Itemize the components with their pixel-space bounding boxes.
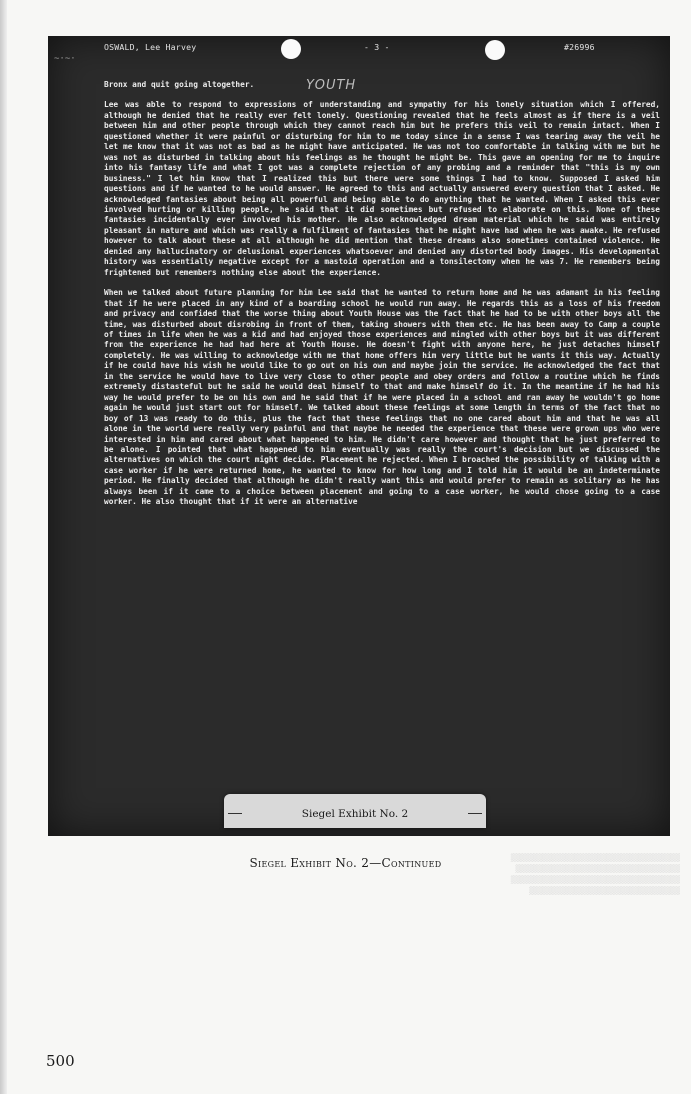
memo-paragraph: When we talked about future planning for him Lee said that he wanted to return home and he was adamant in his feeling that if he were placed in any kind of a boarding school he would run away. He regards this as a loss of his freedom and privacy and confided that the worse thing about Youth House was the fact that he had to be with other boys all the time, was disturbed about disrobing in front of them, taking showers with them etc. He has been away to Camp a couple of times in life when he was a kid and had enjoyed those experiences and mingled with other boys but it was different from the experience he had had here at Youth House. He doesn't fight with anyone here, he just detaches himself completely. He was willing to acknowledge with me that home offers him very little but he wants it this way. Actually if he could have his wish he would like to go out on his own and maybe join the service. He acknowledged the fact that in the service he would have to live very close to other people and obey orders and follow a routine which he finds extremely distasteful but he said he would deal himself to that and make himself do it. In the meantime if he had his way he would prefer to be on his own and he said that if he were placed in a school and ran away he wouldn't go home again he would just start out for himself. We talked about these feelings at some length in terms of the fact that no boy of 13 was ready to do this, plus the fact that these feelings that no one cared about him and that he was all alone in the world were really very painful and that maybe he needed the experience that these were grown ups who were interested in him and cared about what happened to him. He didn't care however and thought that he just preferred to be alone. I pointed that what happened to him eventually was really the court's decision but we discussed the alternatives on which the court might decide. Placement he rejected. When I broached the possibility of talking with a case worker if he were returned home, he wanted to know for how long and I told him it would be an indeterminate period. He finally decided that although he didn't really want this and would prefer to remain as solitary as he has always been if it came to a choice between placement and going to a case worker, he would chose going to a case worker. He also thought that if it were an alternative (104, 288, 660, 507)
page-number: 500 (46, 1052, 75, 1070)
reverse-side-bleedthrough: ▒▒▒▒▒▒▒▒▒▒▒▒▒▒▒▒▒▒▒▒▒▒▒▒▒▒▒▒▒▒▒▒▒▒▒▒▒ ▒▒▒▒▒▒▒▒▒▒▒▒▒▒▒▒▒▒▒▒▒▒▒▒▒▒▒▒▒▒▒▒▒▒▒▒ ▒▒▒▒▒▒▒▒▒▒▒▒▒▒▒▒▒▒▒▒▒▒▒▒▒▒▒▒▒▒▒▒▒▒▒▒▒ ▒▒▒▒▒▒▒▒▒▒▒▒▒▒▒▒▒▒▒▒▒▒▒▒▒▒▒▒▒▒▒▒▒ (510, 853, 680, 895)
exhibit-caption: Siegel Exhibit No. 2—Continued (249, 856, 442, 870)
exhibit-label-text: Siegel Exhibit No. 2 (301, 808, 409, 820)
margin-marks: ~·~· (54, 54, 76, 64)
memo-header (104, 42, 650, 56)
memo-case-number: #26996 (564, 42, 595, 52)
exhibit-label-card (224, 794, 486, 828)
handwritten-annotation: YOUTH (306, 78, 357, 93)
memo-paragraph: Lee was able to respond to expressions of understanding and sympathy for his lonely situation which I offered, although he denied that he really ever felt lonely. Questioning revealed that he feels almost as if there is a veil between him and other people through which they cannot reach him but he prefers this veil to remain intact. When I questioned whether it were painful or disturbing for him to me today since in a sense I was tearing away the veil he let me know that it was not as bad as he might have anticipated. He was not too comfortable in talking with me but he was not as disturbed in talking about his feelings as he thought he might be. This gave an opening for me to inquire into his fantasy life and what I got was a complete rejection of any probing and a reminder that "this is my own business." I let him know that I realized this but there were some things I had to know. Supposed I asked him questions and if he wanted to he would answer. He agreed to this and actually answered every question that I asked. He acknowledged fantasies about being all powerful and being able to do anything that he wanted. When I asked this ever involved hurting or killing people, he said that it did sometimes but refused to elaborate on this. None of these fantasies incidentally ever involved his mother. He also acknowledged dream material which he said was entirely pleasant in nature and which was really a fulfilment of fantasies that he might have had when he was awake. He refused however to talk about these at all although he did mention that these dreams also sometimes contained violence. He denied any hallucinatory or delusional experiences whatsoever and denied any distorted body images. His developmental history was essentially negative except for a mastoid operation and a tonsilectomy when he was 7. He remembers being frightened but remembers nothing else about the experience. (104, 100, 660, 277)
page-edge-shadow (0, 0, 7, 1094)
photostat-document (48, 36, 670, 836)
memo-body (104, 80, 660, 508)
label-rule (468, 813, 482, 814)
memo-paragraph: Bronx and quit going altogether. (104, 80, 255, 89)
memo-page-marker: - 3 - (364, 42, 390, 52)
memo-subject: OSWALD, Lee Harvey (104, 42, 197, 52)
